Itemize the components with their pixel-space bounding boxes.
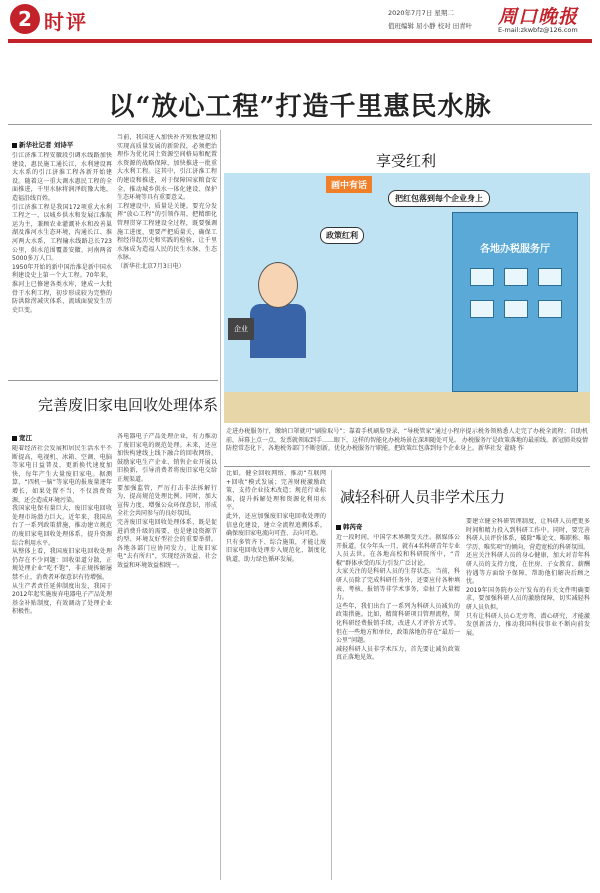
article2-column-3: 比如，健全回收网络，推动“互联网+回收”模式发展；完善财税激励政策，支持企业技术改造；规范行业标准，提升拆解处理和资源化利用水平。 此外，还应加强废旧家电回收处理的信息化建设，建立全流程追溯体系，确保废旧家电流向可查、去向可追。 只有多管齐下、综合施策，才能让废旧家电回收处理步入规范化、制度化轨道，助力绿色循环发展。 [226, 470, 326, 563]
article3-title: 享受红利 [376, 152, 437, 170]
editors-line: 值班编辑 屈小静 校对 田青叶 [388, 22, 473, 30]
column-divider [331, 470, 332, 880]
article4-column-2: 要建立健全科研管理制度，让科研人员把更多时间和精力投入到科研工作中。同时，要完善科研人员评价体系，破除“唯论文、唯职称、唯学历、唯奖项”的倾向，营造宽松的科研氛围。 还应关注科研人员的身心健康，加大对青年科研人员的支持力度，在住房、子女教育、薪酬待遇等方面给予保障，帮助他们解决后顾之忧。 2019年国务院办公厅发布的有关文件明确要求，要加强科研人员的激励保障，切实减轻科研人员负担。 只有让科研人员心无旁骛、潜心研究，才能激发创新活力，推动我国科技事业不断向前发展。 [466, 518, 590, 637]
newspaper-logo: 周口晚报 [498, 6, 579, 28]
article1-byline: 新华社记者 刘诗平 [12, 140, 73, 149]
enterprise-bag: 企业 [228, 318, 254, 340]
caption-divider [224, 466, 590, 467]
speech-bubble-top: 把红包落到每个企业身上 [388, 190, 490, 207]
article1-column-2: 当前，我国进入加快补齐短板建设和实现高质量发展的新阶段，必须把治理作为优化国土资源空间格局和配置水资源的战略保障，加快推进一批重大水利工程。这其中，引江济淮工程的建设和推进，对于保障国家粮食安全、推动城乡供水一体化建设、保护生态环境等具有重要意义。 工程建设中，质量是关键。要充分发挥“放心工程”的引领作用，把精细化管理贯穿工程建设全过程，既要强调施工进度，更要严把质量关，确保工程经得起历史和实践的检验，让千里水脉成为造福人民的民生水脉、生态水脉。 （新华社北京7月3日电） [117, 134, 217, 270]
section-title: 时评 [44, 10, 88, 34]
page-number-badge: 2 [10, 4, 40, 34]
date-line: 2020年7月7日 星期二 [388, 9, 454, 17]
building-sign: 各地办税服务厅 [480, 244, 550, 255]
cartoon-tag: 画中有话 [326, 176, 372, 193]
building-window [538, 268, 562, 286]
article1-column-1: 引江济淮工程安徽段引调水线路加快建设，惠民施工通长江，水利建设再大水系的引江济淮工程各新开始建设。随着这一重大调水惠民工程的全面推进，千里水脉将润泽皖豫大地，造福沿线百姓。 引江济淮工程是我国172项重大水利工程之一，以城乡供水和发展江淮航运为主，兼顾农业灌溉补水和改善巢湖及淮河水生态环境，沟通长江、淮河两大水系，工程输水线路总长723公里，供水范围覆盖安徽、河南两省5000多万人口。 1950年开始的新中国治淮是新中国水利建设史上第一个大工程。70年来，淮河上已修建各类水库，建成一大批骨干水利工程，初步形成较为完整的防洪除涝减灾体系，流域面貌发生历史巨变。 [12, 152, 112, 314]
article4-column-1: 近一段时间，中国学术界颇受关注。据媒体公开报道，仅今年头一月，就有4名科研青年专业人员去世。在各地高校和科研院所中，“青椒”群体承受的压力引发广泛讨论。 大家关注的是科研人员的生存状态。当前，科研人员除了完成科研任务外，还要应付各种填表、考核、报销等非学术事务，牵扯了大量精力。 这些年，我们出台了一系列为科研人员减负的政策措施。比如，精简科研项目管理流程，简化科研经费报销手续，改进人才评价方式等。但在一些地方和单位，政策落地仍存在“最后一公里”问题。 减轻科研人员非学术压力，首先要让减负政策真正落地见效。 [336, 534, 460, 662]
article2-byline: 宽江 [12, 433, 32, 442]
article2-column-1: 随着经济社会发展和居民生活水平不断提高，电视机、冰箱、空调、电脑等家电日益普及，更新换代速度加快，每年产生大量废旧家电。据测算，“四机一脑”等家电的报废量逐年增长，如果处置不当，不仅浪费资源，还会造成环境污染。 我国家电保有量巨大，废旧家电回收处理市场潜力巨大。近年来，我国出台了一系列政策措施，推动建立规范的废旧家电回收处理体系，提升资源综合利用水平。 从整体上看，我国废旧家电回收处理仍存在不少问题：回收渠道分散，正规处理企业“吃不饱”，非正规拆解屡禁不止，消费者环保意识有待增强。 从生产者责任延伸制度出发，我国于2012年起实施废弃电器电子产品处理基金补贴制度，有效调动了处理企业积极性。 [12, 445, 112, 616]
cartoon-man-body [250, 304, 306, 358]
column-divider [220, 130, 221, 880]
contact-email: E-mail:zkwbfz@126.com [498, 26, 578, 34]
header-divider [8, 39, 592, 43]
building-window [504, 268, 528, 286]
speech-bubble-left: 政策红利 [320, 227, 364, 244]
article2-column-2: 各电器电子产品处理企业，有力推动了废旧家电的规范处理。未来，还应加快构建线上线下融合的回收网络，鼓励家电生产企业、销售企业开展以旧换新，引导消费者将废旧家电交给正规渠道。 要加强监管，严厉打击非法拆解行为，提高规范处理比例。同时，加大宣传力度，增强公众环保意识，形成全社会共同参与的良好氛围。 完善废旧家电回收处理体系，既是促进消费升级的需要，也是建设资源节约型、环境友好型社会的重要举措。各地各部门应协同发力，让废旧家电“去有所归”，实现经济效益、社会效益和环境效益相统一。 [117, 433, 217, 569]
article2-top-rule [8, 380, 218, 381]
cartoon-caption: 走进办税服务厅，缴纳口罩就可“刷脸取号”；靠着手机刷脸登录，“导税管家”通过小程序提示税务领熟悉人走完了办税全流程；自助机前，屏幕上点一点，发票就领取到手……眼下，这样的智能化办税场景在深圳随处可见。 办税服务厅是政策落地的最前线。新冠肺炎疫情防控常态化下，各地税务部门不断创新，优化办税服务厅职能，把政策红包落到每个企业身上。新华社发 翟晓 作 [226, 428, 588, 453]
main-headline: 以“放心工程”打造千里惠民水脉 [108, 92, 492, 122]
headline-divider [8, 124, 592, 125]
building-window [470, 268, 494, 286]
building-window [470, 300, 494, 318]
building-window [538, 300, 562, 318]
article4-title: 减轻科研人员非学术压力 [340, 488, 506, 506]
article2-title: 完善废旧家电回收处理体系 [38, 396, 219, 414]
cartoon-man-head [258, 262, 298, 308]
cartoon-ground [224, 392, 590, 423]
article4-byline: 韩芮奇 [336, 522, 363, 531]
building-window [504, 300, 528, 318]
